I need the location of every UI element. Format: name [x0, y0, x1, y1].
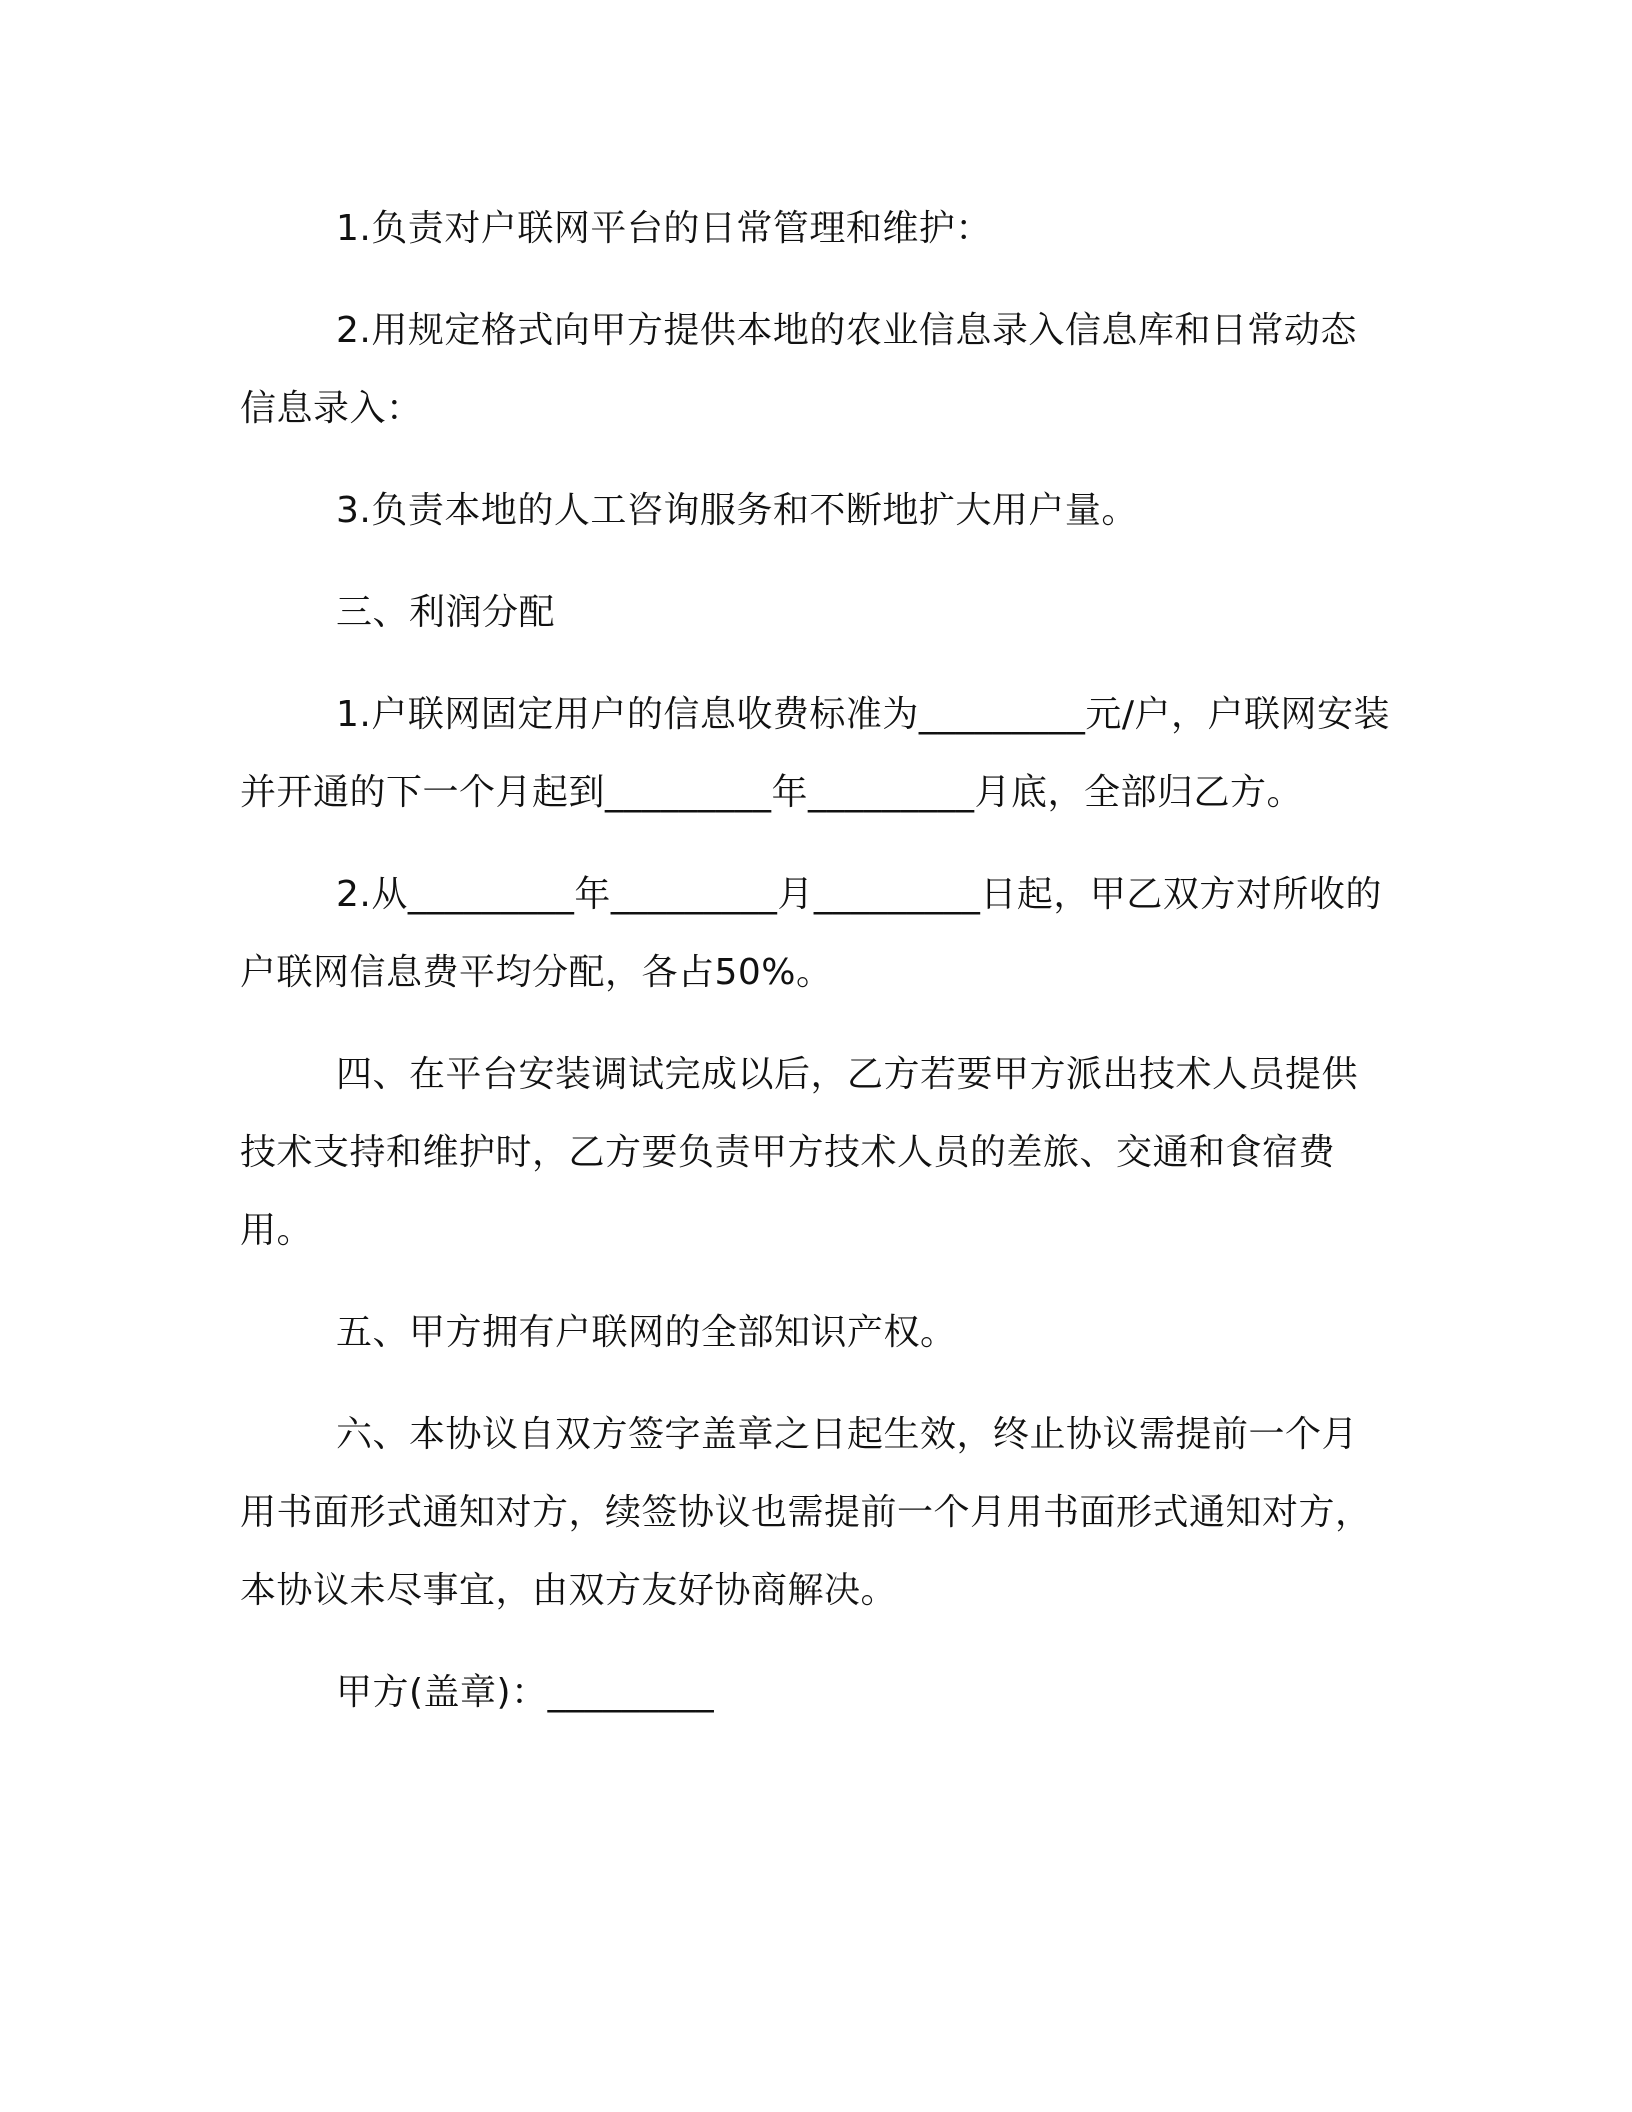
paragraph-profit-1: 1.户联网固定用户的信息收费标准为_________元/户，户联网安装并开通的下一个月起到_________年_________月底，全部归乙方。 — [240, 694, 1390, 813]
paragraph-section-5: 五、甲方拥有户联网的全部知识产权。 — [336, 1312, 957, 1353]
signature-party-a: 甲方(盖章)：_________ — [336, 1672, 715, 1713]
paragraph-duty-1: 1.负责对户联网平台的日常管理和维护： — [336, 208, 992, 249]
paragraph-section-6: 六、本协议自双方签字盖章之日起生效，终止协议需提前一个月用书面形式通知对方，续签协议也需提前一个月用书面形式通知对方，本协议未尽事宜，由双方友好协商解决。 — [240, 1414, 1372, 1611]
document-body — [240, 190, 1390, 1756]
paragraph-section-4: 四、在平台安装调试完成以后，乙方若要甲方派出技术人员提供技术支持和维护时，乙方要负责甲方技术人员的差旅、交通和食宿费用。 — [240, 1054, 1359, 1251]
section-heading-profit: 三、利润分配 — [336, 592, 556, 633]
paragraph-profit-2: 2.从_________年_________月_________日起，甲乙双方对所收的户联网信息费平均分配，各占50%。 — [240, 874, 1382, 993]
paragraph-duty-3: 3.负责本地的人工咨询服务和不断地扩大用户量。 — [336, 490, 1138, 531]
paragraph-duty-2: 2.用规定格式向甲方提供本地的农业信息录入信息库和日常动态信息录入： — [240, 310, 1357, 429]
